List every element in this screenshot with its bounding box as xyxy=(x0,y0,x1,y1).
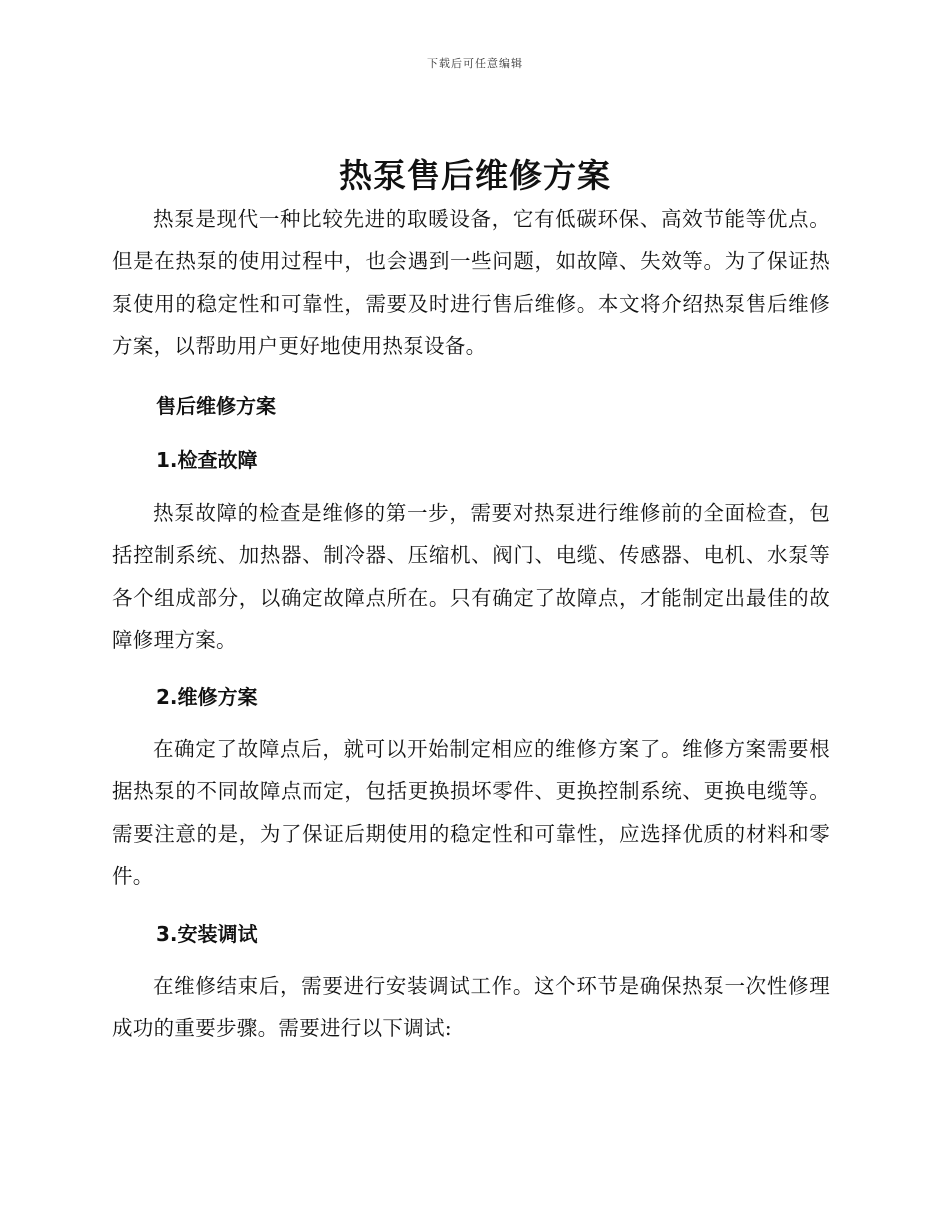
document-title: 热泵售后维修方案 xyxy=(339,156,611,195)
subsection-paragraph-1: 热泵故障的检查是维修的第一步，需要对热泵进行维修前的全面检查，包括控制系统、加热器、制冷器、压缩机、阀门、电缆、传感器、电机、水泵等各个组成部分，以确定故障点所在。只有确定了故障点，才能制定出最佳的故障修理方案。 xyxy=(112,501,830,652)
intro-paragraph: 热泵是现代一种比较先进的取暖设备，它有低碳环保、高效节能等优点。但是在热泵的使用过程中，也会遇到一些问题，如故障、失效等。为了保证热泵使用的稳定性和可靠性，需要及时进行售后维修。本文将介绍热泵售后维修方案，以帮助用户更好地使用热泵设备。 xyxy=(112,207,830,358)
subsection-heading-3: 3.安装调试 xyxy=(156,922,258,946)
subsection-heading-2: 2.维修方案 xyxy=(156,685,258,709)
section-heading: 售后维修方案 xyxy=(156,394,276,418)
subsection-paragraph-3: 在维修结束后，需要进行安装调试工作。这个环节是确保热泵一次性修理成功的重要步骤。需要进行以下调试: xyxy=(112,974,830,1041)
subsection-paragraph-2: 在确定了故障点后，就可以开始制定相应的维修方案了。维修方案需要根据热泵的不同故障点而定，包括更换损坏零件、更换控制系统、更换电缆等。需要注意的是，为了保证后期使用的稳定性和可靠性，应选择优质的材料和零件。 xyxy=(112,737,830,888)
header-note: 下载后可任意编辑 xyxy=(427,57,523,70)
subsection-heading-1: 1.检查故障 xyxy=(156,448,258,472)
